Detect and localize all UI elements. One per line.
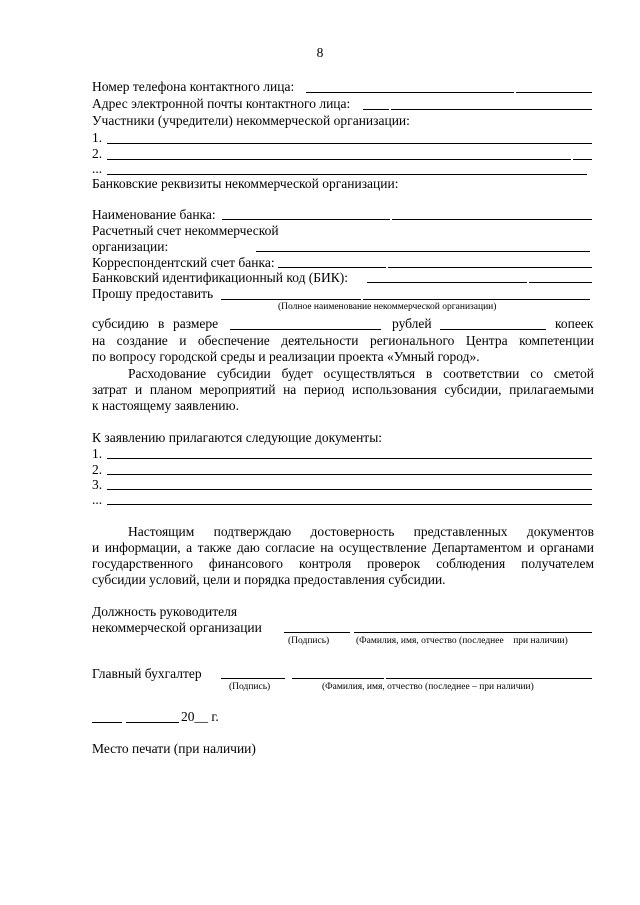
founders-heading: Участники (учредители) некоммерческой организации: xyxy=(92,113,410,128)
bank-name-line[interactable] xyxy=(222,219,390,220)
expense-paragraph-line-2: затрат и планом мероприятий на период использования субсидии, прилагаемыми xyxy=(92,382,594,397)
founder-item-number: 2. xyxy=(92,146,103,161)
request-line-2: на создание и обеспечение деятельности регионального Центра компетенции xyxy=(92,333,594,348)
expense-paragraph-line-3: к настоящему заявлению. xyxy=(92,398,239,413)
account-field-line[interactable] xyxy=(256,251,590,252)
date-day-line[interactable] xyxy=(92,722,122,723)
attachments-heading: К заявлению прилагаются следующие документы: xyxy=(92,430,383,445)
bank-name-line-extra[interactable] xyxy=(392,219,592,220)
accountant-fio-line[interactable] xyxy=(292,678,384,679)
accountant-label: Главный бухгалтер xyxy=(92,666,202,681)
bik-label: Банковский идентификационный код (БИК): xyxy=(92,270,349,285)
head-fio-caption: (Фамилия, имя, отчество (последнее при наличии) xyxy=(356,636,568,646)
request-line-3: по вопросу городской среды и реализации проекта «Умный город». xyxy=(92,349,480,364)
phone-field-line[interactable] xyxy=(306,92,514,93)
confirmation-line-2: и информации, а также даю согласие на осуществление Департаментом и органами xyxy=(92,540,594,555)
head-signature-line[interactable] xyxy=(284,632,350,633)
attachment-item-number: 2. xyxy=(92,462,103,477)
kopecks-label: копеек xyxy=(555,316,594,331)
rubles-label: рублей xyxy=(392,316,432,331)
confirmation-line-1: Настоящим подтверждаю достоверность представленных документов xyxy=(128,524,594,539)
attachment-item-number: 3. xyxy=(92,477,103,492)
expense-paragraph-line-1: Расходование субсидии будет осуществляться в соответствии со сметой xyxy=(128,366,594,381)
attachment-item-ellipsis: ... xyxy=(92,492,103,507)
seal-label: Место печати (при наличии) xyxy=(92,741,256,756)
corr-account-line-extra[interactable] xyxy=(388,267,592,268)
founder-field-1[interactable] xyxy=(107,143,592,144)
head-signature-caption: (Подпись) xyxy=(288,636,330,646)
subsidy-kopecks-line[interactable] xyxy=(440,329,546,330)
date-month-line[interactable] xyxy=(126,722,179,723)
email-label: Адрес электронной почты контактного лица: xyxy=(92,96,351,111)
confirmation-line-3: государственного финансового контроля проверок соблюдения получателем xyxy=(92,556,594,571)
attachment-field-1[interactable] xyxy=(107,458,592,459)
founder-field-2[interactable] xyxy=(107,159,571,160)
phone-label: Номер телефона контактного лица: xyxy=(92,79,295,94)
bank-name-label: Наименование банка: xyxy=(92,207,216,222)
date-year: 20__ г. xyxy=(181,709,219,724)
confirmation-line-4: субсидии условий, цели и порядка предоставления субсидии. xyxy=(92,572,446,587)
corr-account-line[interactable] xyxy=(278,267,386,268)
page-number: 8 xyxy=(316,45,324,60)
attachment-field-more[interactable] xyxy=(107,504,592,505)
founder-field-2-extra[interactable] xyxy=(573,159,592,160)
org-name-line[interactable] xyxy=(221,299,361,300)
subsidy-word: размере xyxy=(173,316,219,331)
founder-item-number: 1. xyxy=(92,130,103,145)
head-fio-line[interactable] xyxy=(354,632,592,633)
accountant-fio-caption: (Фамилия, имя, отчество (последнее – при наличии) xyxy=(322,682,534,692)
head-position-label-2: некоммерческой организации xyxy=(92,620,262,635)
org-name-line-extra[interactable] xyxy=(363,299,590,300)
bik-line-extra[interactable] xyxy=(529,282,592,283)
subsidy-rubles-line[interactable] xyxy=(230,329,381,330)
accountant-signature-line[interactable] xyxy=(221,678,285,679)
founder-field-more[interactable] xyxy=(107,174,587,175)
accountant-signature-caption: (Подпись) xyxy=(229,682,271,692)
email-field-line-start[interactable] xyxy=(363,109,389,110)
request-line-start: Прошу предоставить xyxy=(92,286,214,301)
phone-field-line-extra[interactable] xyxy=(516,92,592,93)
bank-heading: Банковские реквизиты некоммерческой организации: xyxy=(92,176,399,191)
founder-item-ellipsis: ... xyxy=(92,161,103,176)
attachment-field-2[interactable] xyxy=(107,474,592,475)
org-name-caption: (Полное наименование некоммерческой организации) xyxy=(278,302,497,312)
account-label-line1: Расчетный счет некоммерческой xyxy=(92,223,279,238)
accountant-fio-line-extra[interactable] xyxy=(386,678,592,679)
bik-line[interactable] xyxy=(367,282,527,283)
attachment-field-3[interactable] xyxy=(107,489,592,490)
subsidy-word: в xyxy=(158,316,165,331)
account-label-line2: организации: xyxy=(92,239,169,254)
corr-account-label: Корреспондентский счет банка: xyxy=(92,255,275,270)
attachment-item-number: 1. xyxy=(92,446,103,461)
email-field-line[interactable] xyxy=(391,109,592,110)
subsidy-word: субсидию xyxy=(92,316,149,331)
head-position-label-1: Должность руководителя xyxy=(92,604,238,619)
